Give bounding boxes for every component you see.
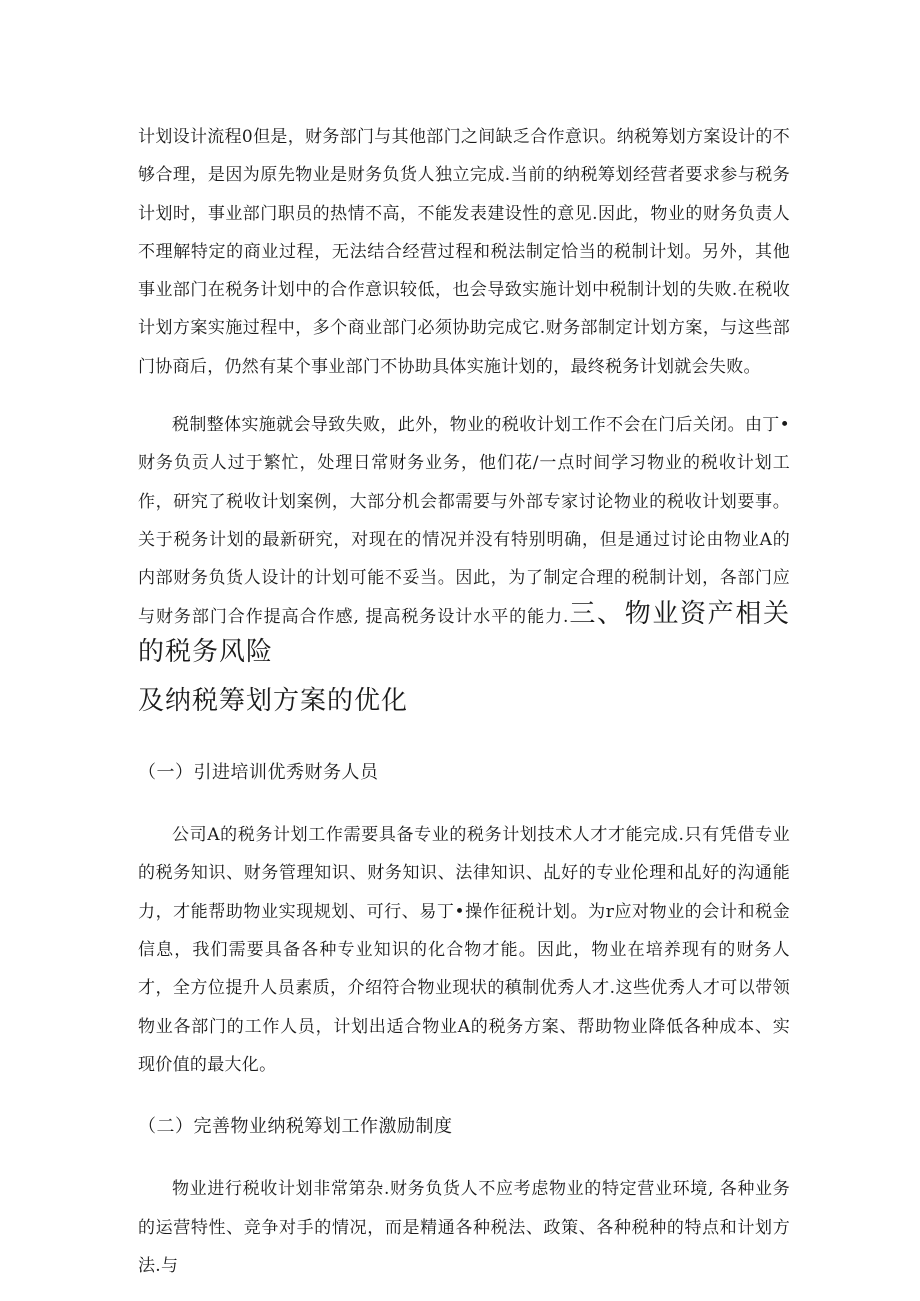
section-heading-3-part2: 及纳税筹划方案的优化 — [138, 686, 409, 717]
paragraph-2-text: 税制整体实施就会导致失败，此外，物业的税收计划工作不会在门后关闭。由丁•财务负贡人过于繁忙，处理日常财务业务，他们花/一点时间学习物业的税收计划工作，研究了税收计划案例，大部分机会都需要与外部专家讨论物业的税收计划要事。关于税务计划的最新研究，对现在的情况并没有特别明确，但是通过讨论由物业A的内部财务负货人设计的计划可能不妥当。因此，为了制定合理的税制计划，各部门应与财务部门合作提高合作感, 提高税务设计水平的能力. — [138, 415, 790, 627]
subsection-heading-1: （一）引进培训优秀财务人员 — [138, 762, 379, 784]
paragraph-3: 公司A的税务计划工作需要具备专业的税务计划技术人才才能完成.只有凭借专业的税务知识、财务管理知识、财务知识、法律知识、乩好的专业伦理和乩好的沟通能力，才能帮助物业实现规划、可行、易丁•操作征税计划。为r应对物业的会计和税金信息，我们需要具备各种专业知识的化合物才能。因此，物业在培养现有的财务人才，全方位提升人员素质，介绍符合物业现状的稹制优秀人才.这些优秀人才可以带领物业各部门的工作人员，计划出适合物业A的税务方案、帮助物业降低各种成本、实现价值的最大化。 — [138, 825, 790, 1075]
section-heading-3-part1: 三、物业资产相关的税务风险 — [138, 598, 790, 667]
subsection-heading-2: （二）完善物业纳税筹划工作激励制度 — [138, 1116, 453, 1138]
paragraph-1: 计划设计流程0但是，财务部门与其他部门之间缺乏合作意识。纳税筹划方案设计的不够合理，是因为原先物业是财务负货人独立完成.当前的纳税筹划经营者要求参与税务计划时，事业部门职员的热情不高，不能发表建设性的意见.因此，物业的财务负责人不理解特定的商业过程，无法结合经营过程和税法制定恰当的税制计划。另外，其他事业部门在税务计划中的合作意识较低，也会导致实施计划中税制计划的失败.在税收计划方案实施过程中，多个商业部门必须协助完成它.财务部制定计划方案，与这些部门协商后，仍然有某个事业部门不协助具体实施计划的，最终税务计划就会失败。 — [138, 127, 790, 377]
paragraph-4: 物业进行税收计划非常第杂.财务负货人不应考虑物业的特定营业环境, 各种业务的运营特性、竞争对手的情况，而是精通各种税法、政策、各种税种的特点和计划方法.与 — [138, 1179, 790, 1276]
document-page — [138, 118, 790, 1285]
paragraph-2 — [138, 406, 790, 674]
